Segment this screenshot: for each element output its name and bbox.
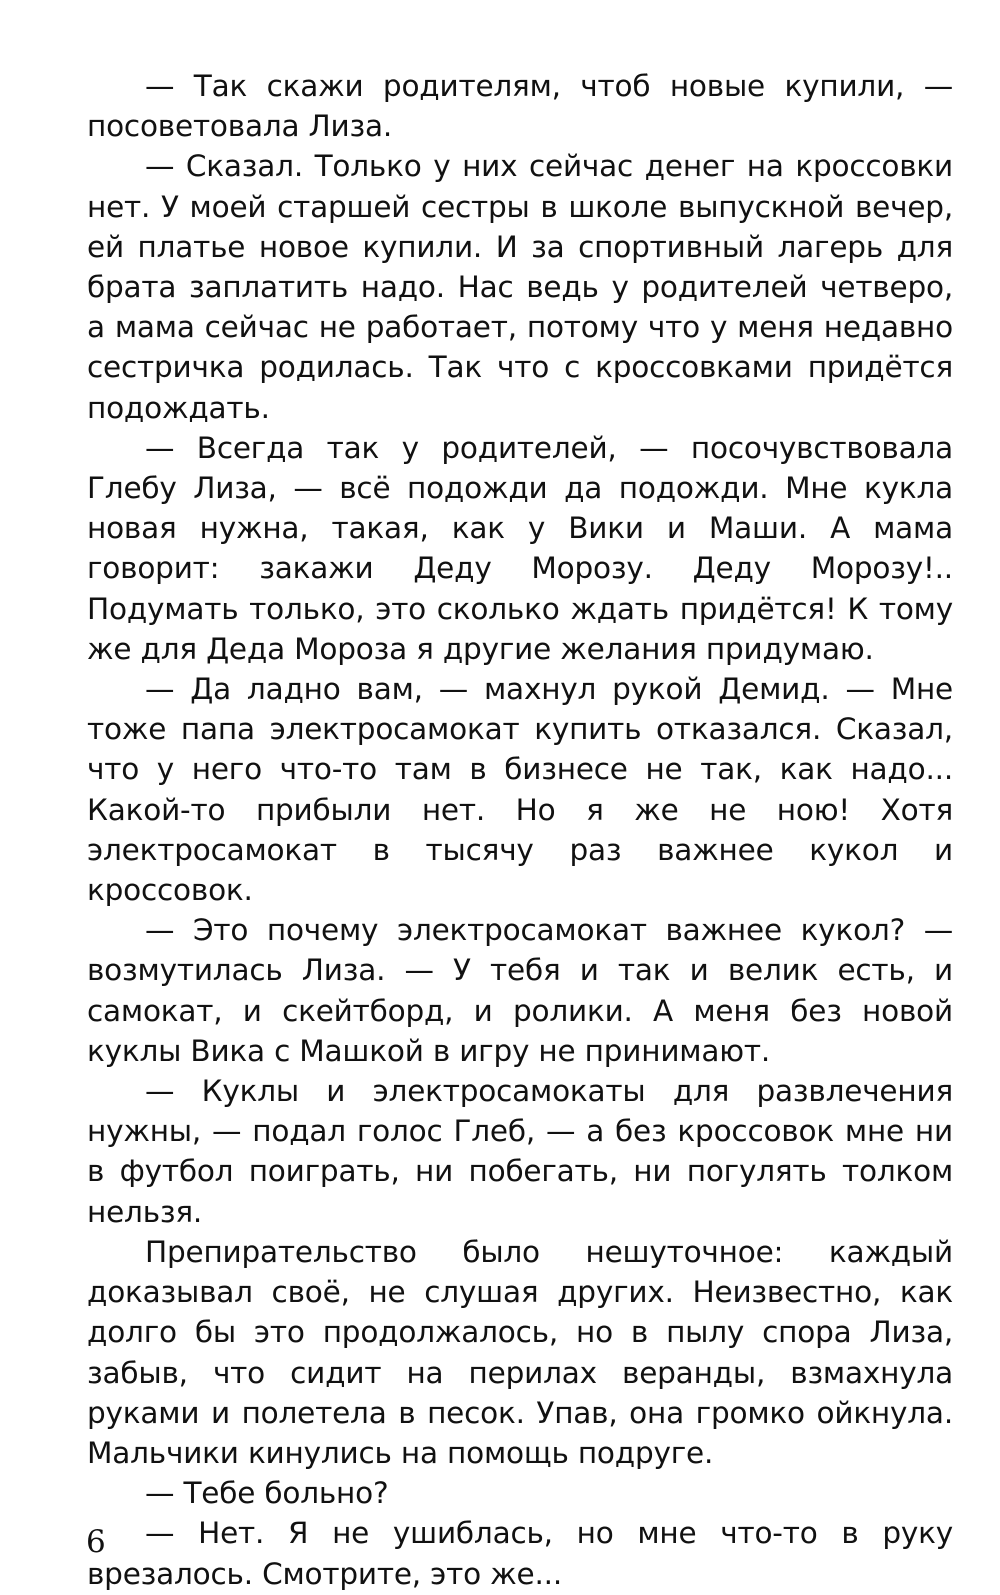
paragraph: — Куклы и электросамокаты для развлечения нужны, — подал голос Глеб, — а без кроссовок мне ни в футбол поиграть, ни побегать, ни погулять толком нельзя.	[87, 1074, 953, 1229]
paragraph: — Сказал. Только у них сейчас денег на кроссовки нет. У моей старшей сестры в школе выпускной вечер, ей платье новое купили. И за спортивный лагерь для брата заплатить надо. Нас ведь у родителей четверо, а мама сейчас не работает, потому что у меня недавно сестричка родилась. Так что с кроссовками придётся подождать.	[87, 149, 953, 425]
paragraph: Препирательство было нешуточное: каждый доказывал своё, не слушая других. Неизвестно, как долго бы это продолжалось, но в пылу спора Лиза, забыв, что сидит на перилах веранды, взмахнула руками и полетела в песок. Упав, она громко ойкнула. Мальчики кинулись на помощь подруге.	[87, 1234, 953, 1470]
paragraph: — Это почему электросамокат важнее кукол? — возмутилась Лиза. — У тебя и так и велик есть, и самокат, и скейтборд, и ролики. А меня без новой куклы Вика с Машкой в игру не принимают.	[87, 913, 953, 1068]
body-text	[87, 66, 953, 1594]
paragraph: — Всегда так у родителей, — посочувствовала Глебу Лиза, — всё подожди да подожди. Мне кукла новая нужна, такая, как у Вики и Маши. А мама говорит: закажи Деду Морозу. Деду Морозу!.. Подумать только, это сколько ждать придётся! К тому же для Деда Мороза я другие желания придумаю.	[87, 430, 953, 666]
paragraph: — Так скажи родителям, чтоб новые купили, — посоветовала Лиза.	[87, 69, 953, 144]
paragraph: — Да ладно вам, — махнул рукой Демид. — Мне тоже папа электросамокат купить отказался. Сказал, что у него что-то там в бизнесе не так, как надо... Какой-то прибыли нет. Но я же не ною! Хотя электросамокат в тысячу раз важнее кукол и кроссовок.	[87, 672, 953, 908]
paragraph: — Тебе больно?	[145, 1476, 389, 1511]
page-number: 6	[86, 1524, 106, 1560]
paragraph: — Нет. Я не ушиблась, но мне что-то в руку врезалось. Смотрите, это же...	[87, 1516, 953, 1591]
